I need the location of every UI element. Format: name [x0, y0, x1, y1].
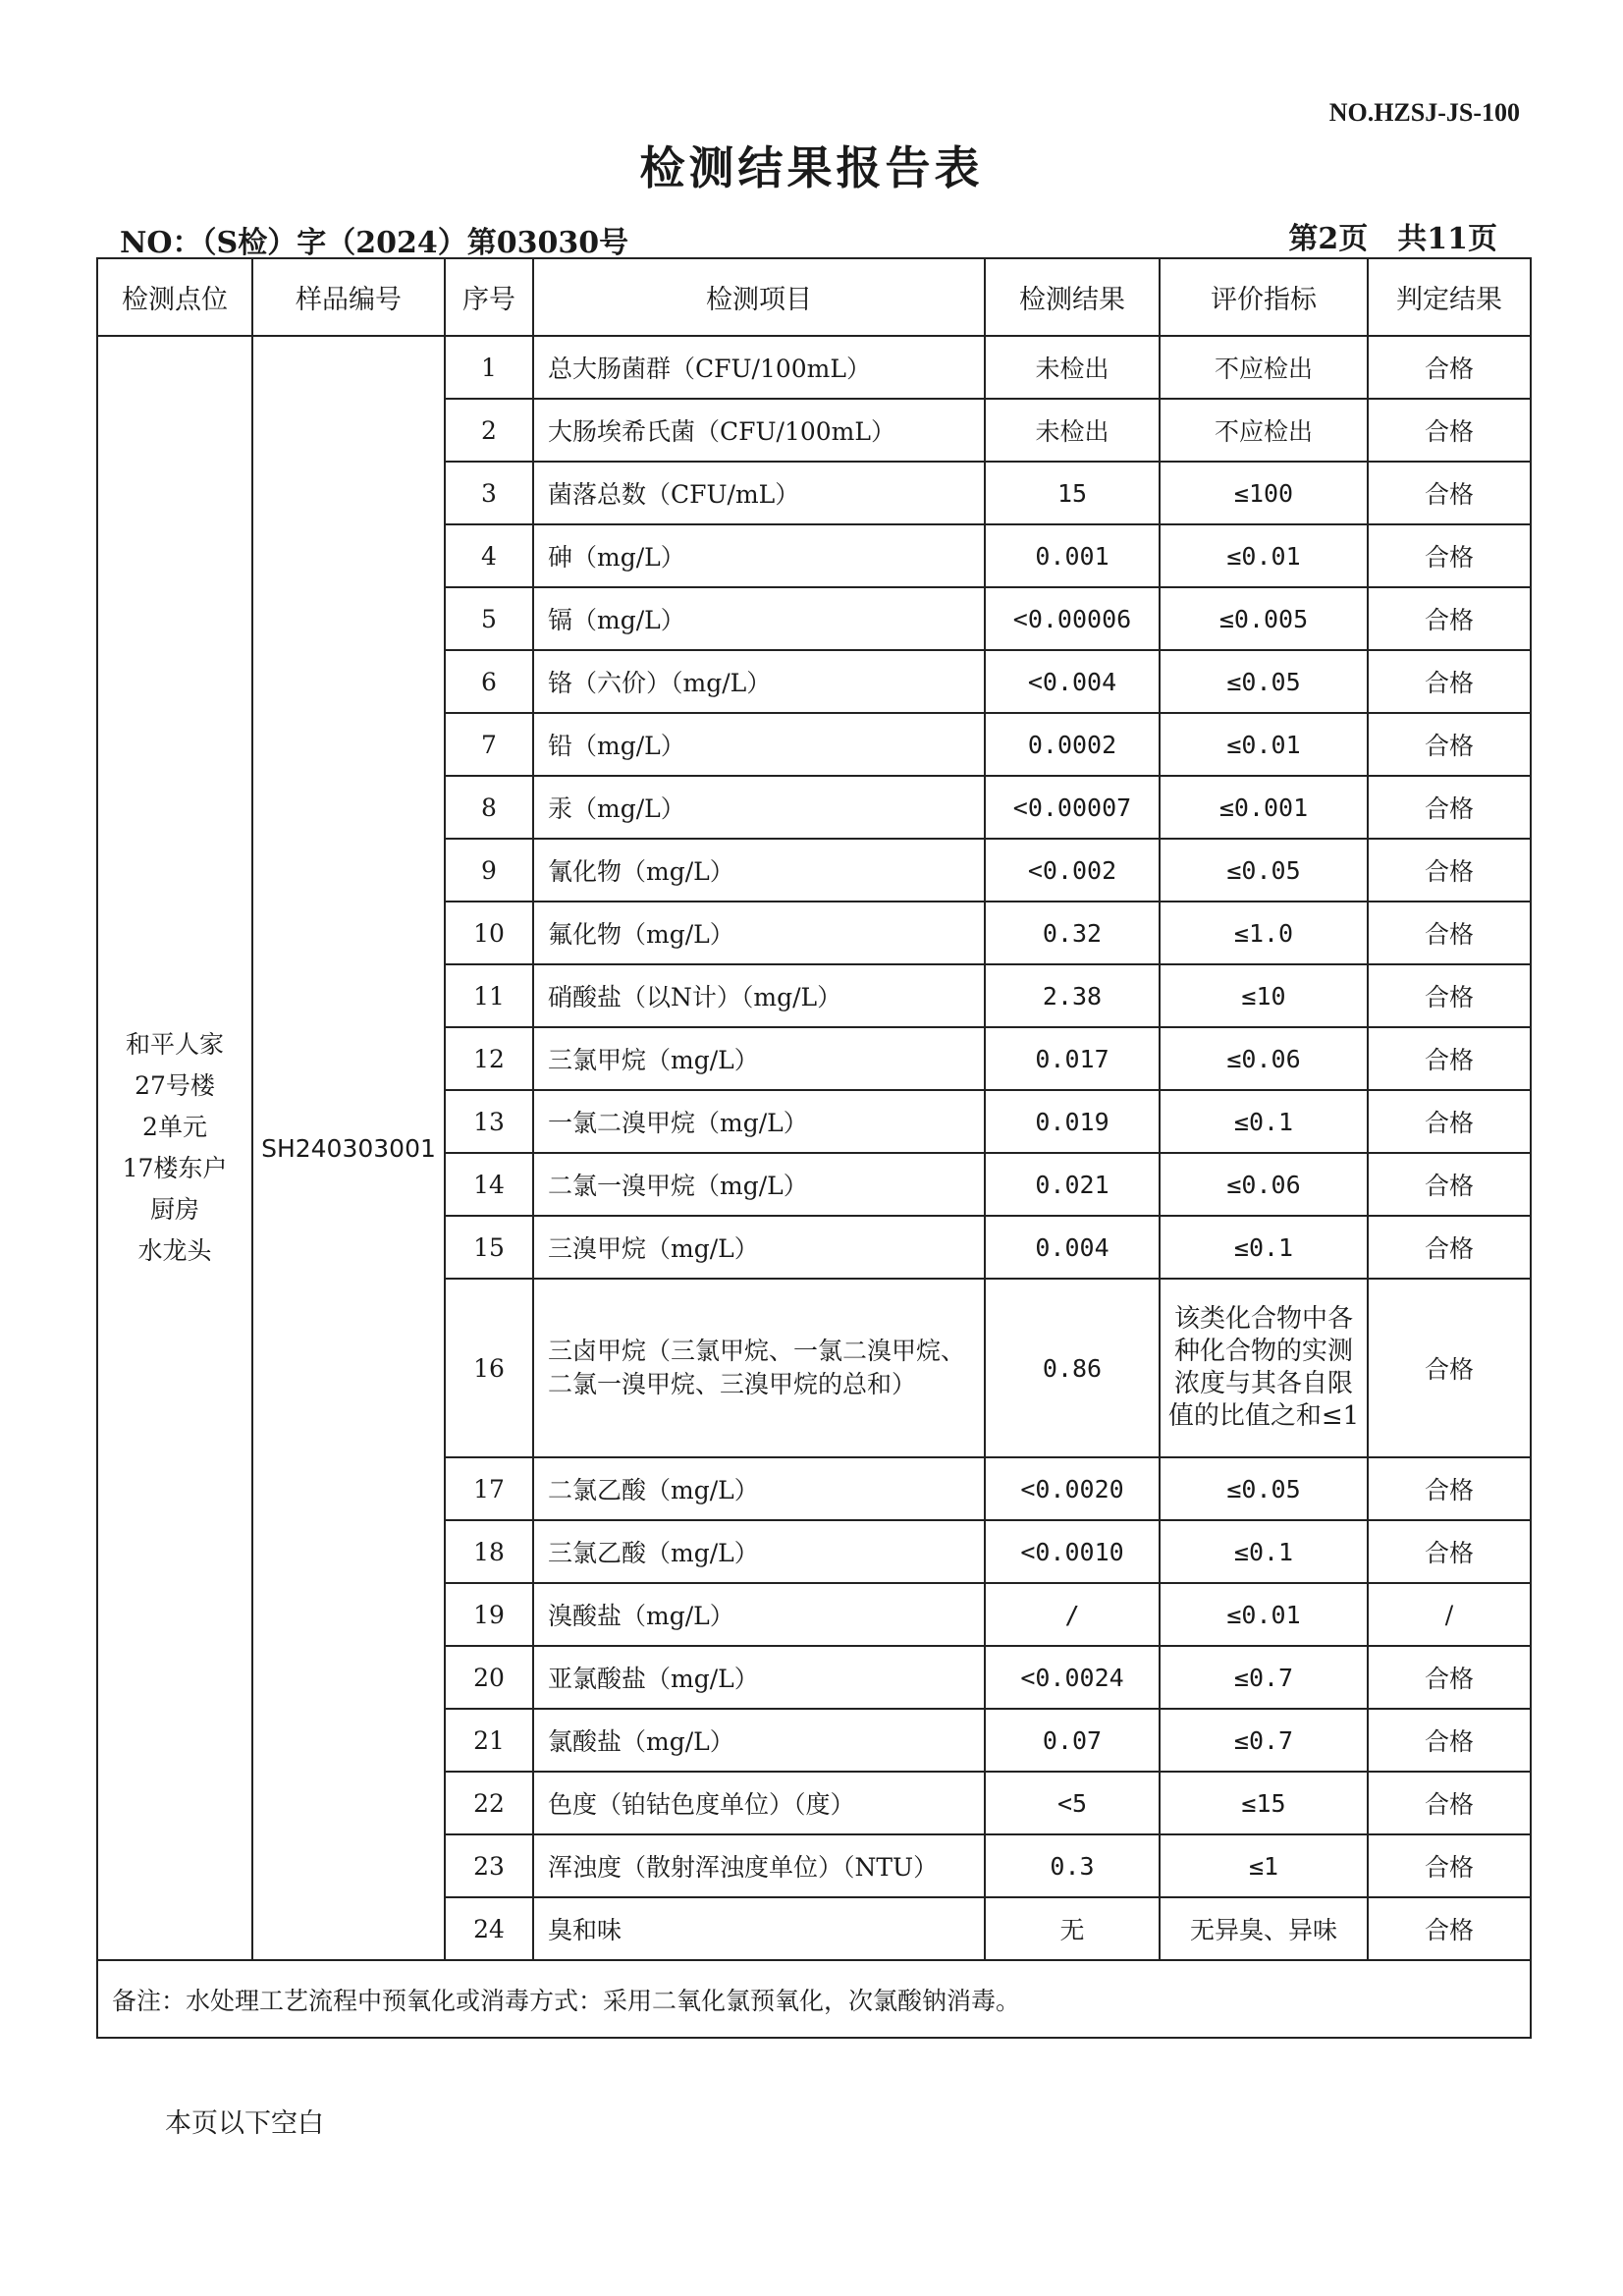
judgment-cell: 合格	[1368, 1520, 1531, 1583]
seq-cell: 14	[445, 1153, 533, 1216]
standard-cell: ≤0.1	[1160, 1090, 1368, 1153]
seq-cell: 8	[445, 776, 533, 839]
blank-page-note: 本页以下空白	[165, 2108, 324, 2139]
standard-cell: 该类化合物中各种化合物的实测浓度与其各自限值的比值之和≤1	[1160, 1279, 1368, 1457]
standard-cell: 不应检出	[1160, 336, 1368, 399]
standard-cell: ≤0.01	[1160, 1583, 1368, 1646]
page-title: 检测结果报告表	[639, 141, 984, 194]
judgment-cell: 合格	[1368, 713, 1531, 776]
standard-cell: ≤10	[1160, 964, 1368, 1027]
standard-cell: ≤0.01	[1160, 524, 1368, 587]
seq-cell: 12	[445, 1027, 533, 1090]
item-cell: 汞（mg/L）	[533, 776, 985, 839]
item-cell: 三溴甲烷（mg/L）	[533, 1216, 985, 1279]
result-cell: 0.32	[985, 902, 1160, 964]
item-cell: 氰化物（mg/L）	[533, 839, 985, 902]
judgment-cell: 合格	[1368, 587, 1531, 650]
result-cell: <0.0010	[985, 1520, 1160, 1583]
judgment-cell: 合格	[1368, 1153, 1531, 1216]
table-header-row	[97, 258, 1531, 336]
judgment-cell: 合格	[1368, 1897, 1531, 1960]
item-cell: 亚氯酸盐（mg/L）	[533, 1646, 985, 1709]
site-line: 和平人家	[125, 1030, 224, 1059]
judgment-cell: 合格	[1368, 336, 1531, 399]
seq-cell: 22	[445, 1772, 533, 1834]
item-cell: 二氯乙酸（mg/L）	[533, 1457, 985, 1520]
judgment-cell: 合格	[1368, 524, 1531, 587]
result-cell: 未检出	[985, 399, 1160, 462]
result-cell: 未检出	[985, 336, 1160, 399]
standard-cell: 无异臭、异味	[1160, 1897, 1368, 1960]
header-seq: 序号	[445, 258, 533, 336]
item-cell: 砷（mg/L）	[533, 524, 985, 587]
standard-cell: ≤0.7	[1160, 1646, 1368, 1709]
item-cell: 三氯甲烷（mg/L）	[533, 1027, 985, 1090]
table-row	[97, 336, 1531, 399]
seq-cell: 3	[445, 462, 533, 524]
result-cell: <0.004	[985, 650, 1160, 713]
header-site: 检测点位	[97, 258, 252, 336]
seq-cell: 17	[445, 1457, 533, 1520]
seq-cell: 23	[445, 1834, 533, 1897]
judgment-cell: 合格	[1368, 1090, 1531, 1153]
standard-cell: ≤0.001	[1160, 776, 1368, 839]
judgment-cell: 合格	[1368, 399, 1531, 462]
site-line: 水龙头	[137, 1236, 212, 1265]
standard-cell: ≤0.005	[1160, 587, 1368, 650]
result-cell: <0.00006	[985, 587, 1160, 650]
standard-cell: ≤0.1	[1160, 1216, 1368, 1279]
item-cell: 臭和味	[533, 1897, 985, 1960]
header-judgment: 判定结果	[1368, 258, 1531, 336]
header-sample: 样品编号	[252, 258, 445, 336]
result-cell: <5	[985, 1772, 1160, 1834]
seq-cell: 24	[445, 1897, 533, 1960]
judgment-cell: 合格	[1368, 776, 1531, 839]
result-cell: 0.004	[985, 1216, 1160, 1279]
site-line: 厨房	[149, 1195, 199, 1224]
seq-cell: 21	[445, 1709, 533, 1772]
document-code: NO.HZSJ-JS-100	[1328, 98, 1520, 127]
seq-cell: 18	[445, 1520, 533, 1583]
result-cell: <0.00007	[985, 776, 1160, 839]
standard-cell: ≤0.06	[1160, 1027, 1368, 1090]
judgment-cell: 合格	[1368, 1646, 1531, 1709]
seq-cell: 16	[445, 1279, 533, 1457]
judgment-cell: 合格	[1368, 964, 1531, 1027]
header-result: 检测结果	[985, 258, 1160, 336]
result-cell: 0.001	[985, 524, 1160, 587]
result-cell: <0.0024	[985, 1646, 1160, 1709]
seq-cell: 13	[445, 1090, 533, 1153]
standard-cell: ≤0.05	[1160, 1457, 1368, 1520]
judgment-cell: 合格	[1368, 1772, 1531, 1834]
result-cell: 2.38	[985, 964, 1160, 1027]
page-info: 第2页 共11页	[1288, 222, 1497, 256]
judgment-cell: 合格	[1368, 462, 1531, 524]
result-cell: /	[985, 1583, 1160, 1646]
item-cell: 氟化物（mg/L）	[533, 902, 985, 964]
report-number: NO：（S检）字（2024）第03030号	[120, 226, 629, 260]
result-cell: <0.0020	[985, 1457, 1160, 1520]
result-cell: 0.3	[985, 1834, 1160, 1897]
result-cell: 0.019	[985, 1090, 1160, 1153]
judgment-cell: 合格	[1368, 1709, 1531, 1772]
standard-cell: ≤15	[1160, 1772, 1368, 1834]
seq-cell: 2	[445, 399, 533, 462]
item-cell: 菌落总数（CFU/mL）	[533, 462, 985, 524]
item-cell: 三卤甲烷（三氯甲烷、一氯二溴甲烷、二氯一溴甲烷、三溴甲烷的总和）	[533, 1279, 985, 1457]
standard-cell: ≤100	[1160, 462, 1368, 524]
standard-cell: ≤0.1	[1160, 1520, 1368, 1583]
item-cell: 硝酸盐（以N计）（mg/L）	[533, 964, 985, 1027]
judgment-cell: 合格	[1368, 650, 1531, 713]
result-cell: 0.07	[985, 1709, 1160, 1772]
header-standard: 评价指标	[1160, 258, 1368, 336]
judgment-cell: 合格	[1368, 1027, 1531, 1090]
result-cell: <0.002	[985, 839, 1160, 902]
item-cell: 二氯一溴甲烷（mg/L）	[533, 1153, 985, 1216]
seq-cell: 5	[445, 587, 533, 650]
standard-cell: 不应检出	[1160, 399, 1368, 462]
item-cell: 溴酸盐（mg/L）	[533, 1583, 985, 1646]
standard-cell: ≤0.06	[1160, 1153, 1368, 1216]
item-cell: 浑浊度（散射浑浊度单位）（NTU）	[533, 1834, 985, 1897]
judgment-cell: 合格	[1368, 1457, 1531, 1520]
seq-cell: 15	[445, 1216, 533, 1279]
result-cell: 无	[985, 1897, 1160, 1960]
item-cell: 一氯二溴甲烷（mg/L）	[533, 1090, 985, 1153]
seq-cell: 19	[445, 1583, 533, 1646]
standard-cell: ≤1.0	[1160, 902, 1368, 964]
sample-id-cell: SH240303001	[252, 336, 445, 1960]
site-cell	[97, 336, 252, 1960]
result-cell: 0.017	[985, 1027, 1160, 1090]
result-cell: 15	[985, 462, 1160, 524]
seq-cell: 1	[445, 336, 533, 399]
seq-cell: 7	[445, 713, 533, 776]
item-cell: 铬（六价）（mg/L）	[533, 650, 985, 713]
standard-cell: ≤0.01	[1160, 713, 1368, 776]
seq-cell: 10	[445, 902, 533, 964]
item-cell: 总大肠菌群（CFU/100mL）	[533, 336, 985, 399]
standard-cell: ≤0.05	[1160, 839, 1368, 902]
standard-cell: ≤1	[1160, 1834, 1368, 1897]
seq-cell: 4	[445, 524, 533, 587]
seq-cell: 9	[445, 839, 533, 902]
judgment-cell: 合格	[1368, 1216, 1531, 1279]
result-cell: 0.86	[985, 1279, 1160, 1457]
item-cell: 三氯乙酸（mg/L）	[533, 1520, 985, 1583]
item-cell: 氯酸盐（mg/L）	[533, 1709, 985, 1772]
item-cell: 铅（mg/L）	[533, 713, 985, 776]
judgment-cell: /	[1368, 1583, 1531, 1646]
standard-cell: ≤0.05	[1160, 650, 1368, 713]
seq-cell: 20	[445, 1646, 533, 1709]
site-line: 17楼东户	[122, 1154, 228, 1182]
site-line: 2单元	[142, 1113, 207, 1141]
item-cell: 大肠埃希氏菌（CFU/100mL）	[533, 399, 985, 462]
seq-cell: 11	[445, 964, 533, 1027]
judgment-cell: 合格	[1368, 839, 1531, 902]
judgment-cell: 合格	[1368, 1834, 1531, 1897]
site-line: 27号楼	[135, 1071, 215, 1100]
item-cell: 镉（mg/L）	[533, 587, 985, 650]
result-cell: 0.0002	[985, 713, 1160, 776]
header-item: 检测项目	[533, 258, 985, 336]
standard-cell: ≤0.7	[1160, 1709, 1368, 1772]
results-table	[96, 257, 1532, 2039]
remark: 备注：水处理工艺流程中预氧化或消毒方式：采用二氧化氯预氧化，次氯酸钠消毒。	[97, 1960, 1531, 2038]
item-cell: 色度（铂钴色度单位）（度）	[533, 1772, 985, 1834]
seq-cell: 6	[445, 650, 533, 713]
result-cell: 0.021	[985, 1153, 1160, 1216]
judgment-cell: 合格	[1368, 1279, 1531, 1457]
judgment-cell: 合格	[1368, 902, 1531, 964]
